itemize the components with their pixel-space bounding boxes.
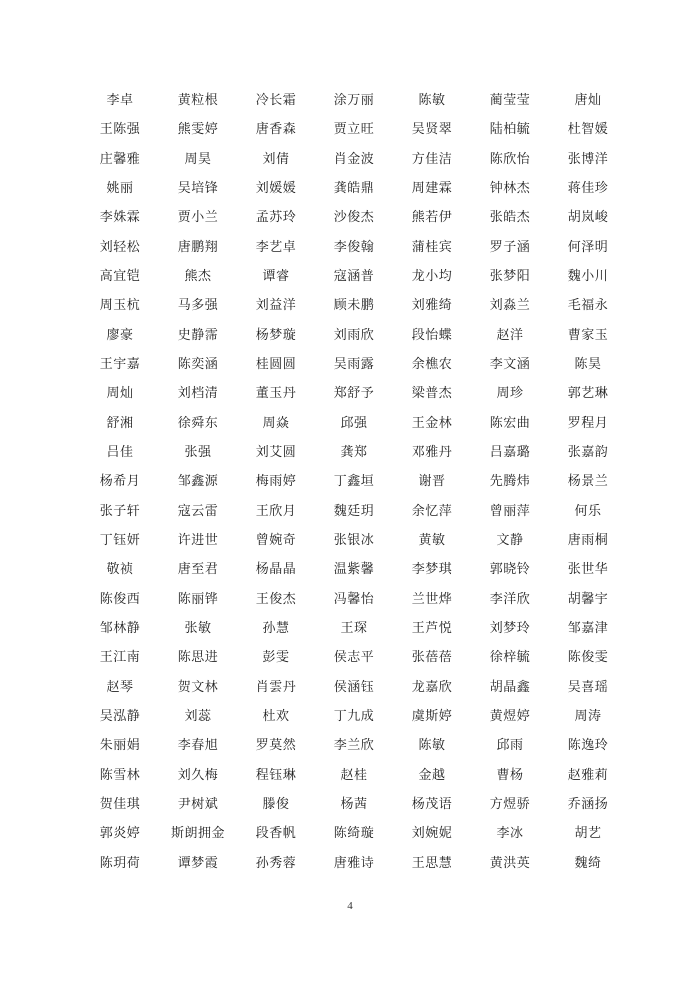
name-entry: 温紫馨 xyxy=(333,562,375,578)
name-entry: 舒湘 xyxy=(106,415,134,431)
name-entry: 李梦琪 xyxy=(411,562,453,578)
name-entry: 陈雪林 xyxy=(99,767,141,783)
name-entry: 梁普杰 xyxy=(411,386,453,402)
name-entry: 王宇嘉 xyxy=(99,357,141,373)
name-entry: 王俊杰 xyxy=(255,591,297,607)
name-entry: 周昊 xyxy=(184,151,212,167)
name-entry: 何乐 xyxy=(574,503,602,519)
name-entry: 张银冰 xyxy=(333,533,375,549)
name-entry: 龚郑 xyxy=(340,445,368,461)
name-entry: 李冰 xyxy=(496,826,524,842)
name-entry: 王金林 xyxy=(411,415,453,431)
name-entry: 陈玥荷 xyxy=(99,855,141,871)
name-entry: 陈逸玲 xyxy=(567,738,609,754)
name-entry: 杨景兰 xyxy=(567,474,609,490)
name-entry: 蒲桂宾 xyxy=(411,239,453,255)
name-entry: 魏廷玥 xyxy=(333,503,375,519)
name-entry: 邱雨 xyxy=(496,738,524,754)
name-entry: 侯志平 xyxy=(333,650,375,666)
name-entry: 胡馨宇 xyxy=(567,591,609,607)
name-entry: 周建霖 xyxy=(411,181,453,197)
name-entry: 罗子涵 xyxy=(489,239,531,255)
name-entry: 谭睿 xyxy=(262,269,290,285)
name-entry: 胡晶鑫 xyxy=(489,679,531,695)
name-entry: 李姝霖 xyxy=(99,210,141,226)
name-entry: 桂圆圆 xyxy=(255,357,297,373)
name-entry: 贾立旺 xyxy=(333,122,375,138)
name-entry: 肖雲丹 xyxy=(255,679,297,695)
name-entry: 赵琴 xyxy=(106,679,134,695)
name-entry: 龙嘉欣 xyxy=(411,679,453,695)
name-entry: 段怡蝶 xyxy=(411,327,453,343)
name-entry: 乔涵扬 xyxy=(567,797,609,813)
name-entry: 李卓 xyxy=(106,93,134,109)
name-entry: 周灿 xyxy=(106,386,134,402)
name-entry: 丁钰妍 xyxy=(99,533,141,549)
name-entry: 刘雨欣 xyxy=(333,327,375,343)
name-entry: 王江南 xyxy=(99,650,141,666)
name-entry: 顾未鹏 xyxy=(333,298,375,314)
name-entry: 孙慧 xyxy=(262,621,290,637)
name-entry: 杜智媛 xyxy=(567,122,609,138)
name-entry: 陈宏曲 xyxy=(489,415,531,431)
name-entry: 黄煜婷 xyxy=(489,709,531,725)
name-entry: 陈绮璇 xyxy=(333,826,375,842)
name-entry: 谢晋 xyxy=(418,474,446,490)
name-entry: 马多强 xyxy=(177,298,219,314)
name-entry: 斯朗拥金 xyxy=(170,826,225,842)
name-entry: 李文涵 xyxy=(489,357,531,373)
name-entry: 刘婉妮 xyxy=(411,826,453,842)
name-entry: 邓雅丹 xyxy=(411,445,453,461)
name-entry: 曹家玉 xyxy=(567,327,609,343)
name-entry: 周焱 xyxy=(262,415,290,431)
name-entry: 方煜骄 xyxy=(489,797,531,813)
name-entry: 唐鹏翔 xyxy=(177,239,219,255)
name-entry: 曾丽萍 xyxy=(489,503,531,519)
name-entry: 史静霈 xyxy=(177,327,219,343)
name-entry: 周涛 xyxy=(574,709,602,725)
name-entry: 王陈强 xyxy=(99,122,141,138)
name-entry: 杨茜 xyxy=(340,797,368,813)
name-entry: 龙小均 xyxy=(411,269,453,285)
name-entry: 彭雯 xyxy=(262,650,290,666)
name-entry: 张博洋 xyxy=(567,151,609,167)
name-entry: 陈欣怡 xyxy=(489,151,531,167)
name-entry: 唐雨桐 xyxy=(567,533,609,549)
name-entry: 杨希月 xyxy=(99,474,141,490)
name-entry: 李兰欣 xyxy=(333,738,375,754)
name-entry: 郭炎婷 xyxy=(99,826,141,842)
name-entry: 吴喜瑶 xyxy=(567,679,609,695)
name-entry: 张世华 xyxy=(567,562,609,578)
name-entry: 姚丽 xyxy=(106,181,134,197)
name-entry: 曹杨 xyxy=(496,767,524,783)
name-entry: 方佳洁 xyxy=(411,151,453,167)
name-entry: 周玉杭 xyxy=(99,298,141,314)
name-entry: 程钰琳 xyxy=(255,767,297,783)
name-entry: 冷长霜 xyxy=(255,93,297,109)
name-entry: 杨梦璇 xyxy=(255,327,297,343)
name-entry: 邹嘉津 xyxy=(567,621,609,637)
name-entry: 段香帆 xyxy=(255,826,297,842)
name-entry: 张皓杰 xyxy=(489,210,531,226)
name-entry: 李艺卓 xyxy=(255,239,297,255)
name-entry: 陈俊西 xyxy=(99,591,141,607)
name-entry: 余忆萍 xyxy=(411,503,453,519)
name-entry: 贺文林 xyxy=(177,679,219,695)
name-entry: 梅雨婷 xyxy=(255,474,297,490)
name-entry: 王欣月 xyxy=(255,503,297,519)
name-entry: 张子轩 xyxy=(99,503,141,519)
name-entry: 赵桂 xyxy=(340,767,368,783)
name-entry: 吴贤翠 xyxy=(411,122,453,138)
name-entry: 高宜铠 xyxy=(99,269,141,285)
name-entry: 寇云雷 xyxy=(177,503,219,519)
name-entry: 贾小兰 xyxy=(177,210,219,226)
name-entry: 王琛 xyxy=(340,621,368,637)
name-entry: 刘淼兰 xyxy=(489,298,531,314)
name-entry: 周珍 xyxy=(496,386,524,402)
name-entry: 蔺莹莹 xyxy=(489,93,531,109)
name-entry: 蒋佳珍 xyxy=(567,181,609,197)
name-entry: 黄洪英 xyxy=(489,855,531,871)
name-entry: 刘雅绮 xyxy=(411,298,453,314)
name-entry: 丁九成 xyxy=(333,709,375,725)
name-entry: 李春旭 xyxy=(177,738,219,754)
name-entry: 张梦阳 xyxy=(489,269,531,285)
name-entry: 黄粒根 xyxy=(177,93,219,109)
name-entry: 肖金波 xyxy=(333,151,375,167)
name-entry: 吴雨露 xyxy=(333,357,375,373)
name-entry: 陈昊 xyxy=(574,357,602,373)
name-entry: 唐雅诗 xyxy=(333,855,375,871)
name-entry: 邹林静 xyxy=(99,621,141,637)
name-entry: 何泽明 xyxy=(567,239,609,255)
name-entry: 黄敏 xyxy=(418,533,446,549)
name-entry: 吕嘉璐 xyxy=(489,445,531,461)
name-entry: 文静 xyxy=(496,533,524,549)
name-entry: 刘梦玲 xyxy=(489,621,531,637)
name-entry: 王芦悦 xyxy=(411,621,453,637)
name-entry: 邱强 xyxy=(340,415,368,431)
name-entry: 张嘉韵 xyxy=(567,445,609,461)
name-entry: 胡艺 xyxy=(574,826,602,842)
name-entry: 李洋欣 xyxy=(489,591,531,607)
name-entry: 先腾炜 xyxy=(489,474,531,490)
name-entry: 赵雅莉 xyxy=(567,767,609,783)
name-entry: 刘倩 xyxy=(262,151,290,167)
name-entry: 刘蕊 xyxy=(184,709,212,725)
name-entry: 王思慧 xyxy=(411,855,453,871)
name-entry: 陈敏 xyxy=(418,738,446,754)
name-entry: 钟林杰 xyxy=(489,181,531,197)
name-entry: 杜欢 xyxy=(262,709,290,725)
name-entry: 郑舒予 xyxy=(333,386,375,402)
name-entry: 曾婉奇 xyxy=(255,533,297,549)
name-entry: 金越 xyxy=(418,767,446,783)
name-entry: 邹鑫源 xyxy=(177,474,219,490)
name-entry: 兰世烨 xyxy=(411,591,453,607)
page-number: 4 xyxy=(347,900,353,912)
name-entry: 罗程月 xyxy=(567,415,609,431)
name-entry: 熊若伊 xyxy=(411,210,453,226)
name-entry: 刘媛媛 xyxy=(255,181,297,197)
name-entry: 赵洋 xyxy=(496,327,524,343)
name-entry: 杨晶晶 xyxy=(255,562,297,578)
name-entry: 侯涵钰 xyxy=(333,679,375,695)
name-entry: 罗莫然 xyxy=(255,738,297,754)
name-entry: 丁鑫垣 xyxy=(333,474,375,490)
name-entry: 刘久梅 xyxy=(177,767,219,783)
name-entry: 郭晓铃 xyxy=(489,562,531,578)
name-entry: 刘轻松 xyxy=(99,239,141,255)
name-entry: 余樵农 xyxy=(411,357,453,373)
name-entry: 刘档清 xyxy=(177,386,219,402)
name-entry: 郭艺琳 xyxy=(567,386,609,402)
name-entry: 虞斯婷 xyxy=(411,709,453,725)
name-entry: 李俊翰 xyxy=(333,239,375,255)
name-entry: 廖豪 xyxy=(106,327,134,343)
name-entry: 唐至君 xyxy=(177,562,219,578)
name-entry: 刘艾圆 xyxy=(255,445,297,461)
name-entry: 陆柏毓 xyxy=(489,122,531,138)
name-entry: 杨茂语 xyxy=(411,797,453,813)
name-entry: 唐灿 xyxy=(574,93,602,109)
name-entry: 孟苏玲 xyxy=(255,210,297,226)
name-entry: 吕佳 xyxy=(106,445,134,461)
name-entry: 陈俊雯 xyxy=(567,650,609,666)
name-entry: 胡岚峻 xyxy=(567,210,609,226)
name-entry: 滕俊 xyxy=(262,797,290,813)
name-entry: 张强 xyxy=(184,445,212,461)
name-entry: 吴泓静 xyxy=(99,709,141,725)
name-entry: 冯馨怡 xyxy=(333,591,375,607)
name-entry: 陈思进 xyxy=(177,650,219,666)
name-entry: 熊杰 xyxy=(184,269,212,285)
name-entry: 孙秀蓉 xyxy=(255,855,297,871)
name-entry: 陈敏 xyxy=(418,93,446,109)
name-entry: 徐梓毓 xyxy=(489,650,531,666)
name-entry: 寇涵普 xyxy=(333,269,375,285)
name-entry: 熊雯婷 xyxy=(177,122,219,138)
name-entry: 张敏 xyxy=(184,621,212,637)
name-entry: 魏绮 xyxy=(574,855,602,871)
name-entry: 张蓓蓓 xyxy=(411,650,453,666)
name-entry: 沙俊杰 xyxy=(333,210,375,226)
name-entry: 谭梦霞 xyxy=(177,855,219,871)
name-entry: 唐香森 xyxy=(255,122,297,138)
name-entry: 徐舜东 xyxy=(177,415,219,431)
name-entry: 刘益洋 xyxy=(255,298,297,314)
name-entry: 陈丽铧 xyxy=(177,591,219,607)
name-entry: 龚皓鼎 xyxy=(333,181,375,197)
name-entry: 魏小川 xyxy=(567,269,609,285)
name-entry: 陈奕涵 xyxy=(177,357,219,373)
name-entry: 庄馨雅 xyxy=(99,151,141,167)
name-entry: 尹树斌 xyxy=(177,797,219,813)
name-list-grid xyxy=(81,86,627,878)
name-entry: 吴培锋 xyxy=(177,181,219,197)
name-entry: 毛福永 xyxy=(567,298,609,314)
name-entry: 涂万丽 xyxy=(333,93,375,109)
name-entry: 董玉丹 xyxy=(255,386,297,402)
name-entry: 朱丽娟 xyxy=(99,738,141,754)
name-entry: 敬祯 xyxy=(106,562,134,578)
name-entry: 许进世 xyxy=(177,533,219,549)
name-entry: 贺佳琪 xyxy=(99,797,141,813)
